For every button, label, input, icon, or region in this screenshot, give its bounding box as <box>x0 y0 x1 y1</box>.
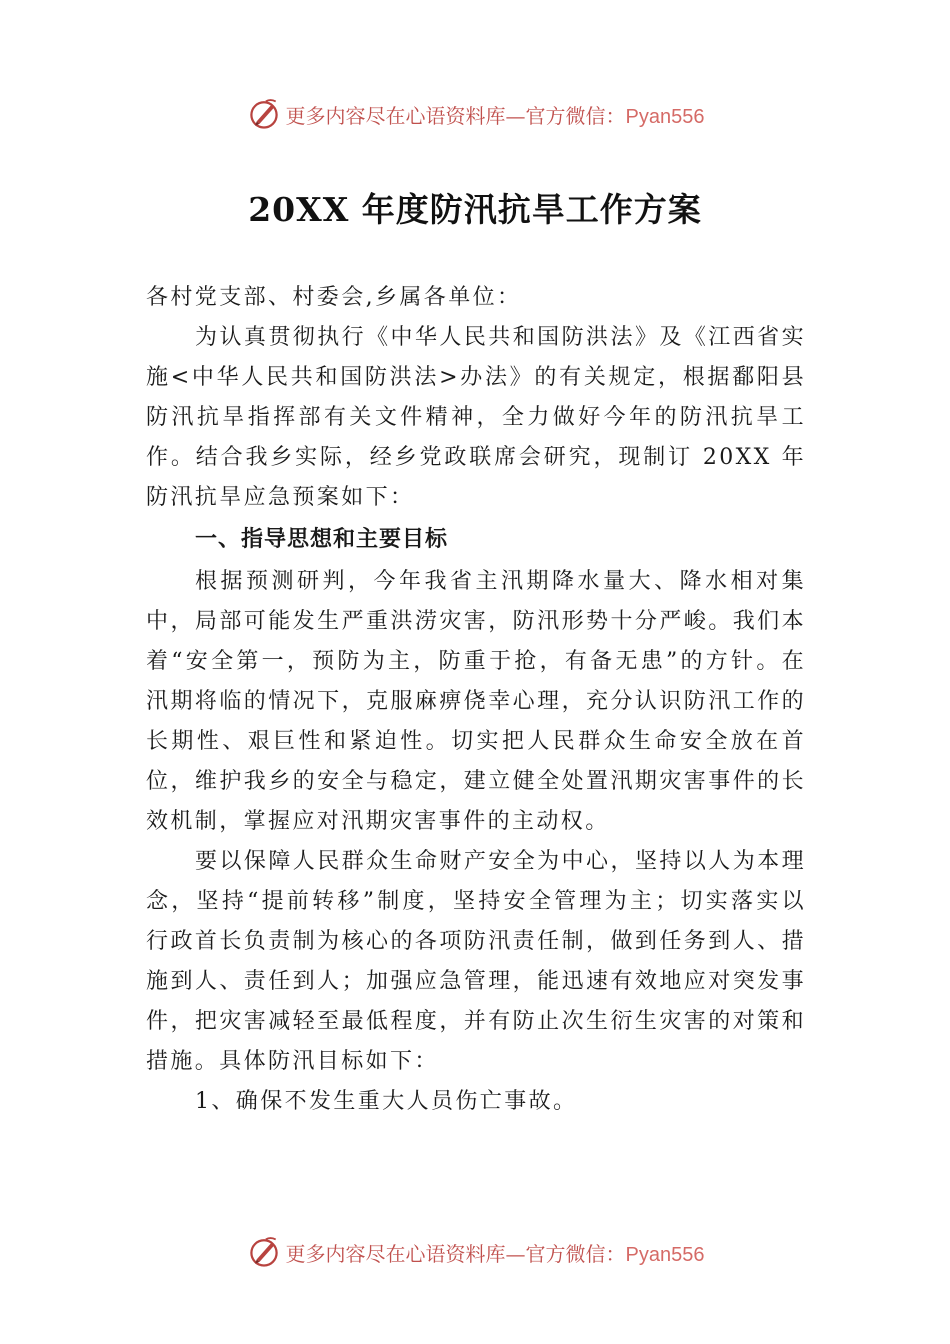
document-title: 20XX 年度防汛抗旱工作方案 <box>248 190 702 229</box>
banner-prefix: 更多内容尽在心语资料库 <box>285 1241 506 1266</box>
pen-logo-icon <box>246 96 282 132</box>
banner-dash: — <box>505 1241 526 1266</box>
banner-text <box>286 1238 705 1267</box>
section-heading-1: 一、指导思想和主要目标 <box>195 527 449 552</box>
banner-official: 官方微信： <box>525 103 626 128</box>
header-banner <box>0 94 950 134</box>
paragraph-intro: 为认真贯彻执行《中华人民共和国防洪法》及《江西省实施<中华人民共和国防洪法>办法》的有关规定，根据鄱阳县防汛抗旱指挥部有关文件精神，全力做好今年的防汛抗旱工作。结合我乡实际，经乡党政联席会研究，现制订 20XX 年防汛抗旱应急预案如下： <box>146 325 807 510</box>
document-body <box>146 278 806 1122</box>
banner-prefix: 更多内容尽在心语资料库 <box>285 103 506 128</box>
paragraph-principles: 要以保障人民群众生命财产安全为中心，坚持以人为本理念，坚持“提前转移”制度，坚持安全管理为主；切实落实以行政首长负责制为核心的各项防汛责任制，做到任务到人、措施到人、责任到人；加强应急管理，能迅速有效地应对突发事件，把灾害减轻至最低程度，并有防止次生衍生灾害的对策和措施。具体防汛目标如下： <box>146 849 806 1074</box>
list-item-1: 1、确保不发生重大人员伤亡事故。 <box>195 1089 578 1114</box>
banner-wechat-id: Pyan556 <box>625 105 705 128</box>
footer-banner <box>0 1232 950 1272</box>
salutation: 各村党支部、村委会,乡属各单位： <box>146 285 522 310</box>
banner-text <box>286 100 705 129</box>
banner-wechat-id: Pyan556 <box>625 1243 705 1266</box>
banner-official: 官方微信： <box>525 1241 626 1266</box>
pen-logo-icon <box>246 1234 282 1270</box>
banner-dash: — <box>505 103 526 128</box>
paragraph-forecast: 根据预测研判，今年我省主汛期降水量大、降水相对集中，局部可能发生严重洪涝灾害，防汛形势十分严峻。我们本着“安全第一，预防为主，防重于抢，有备无患”的方针。在汛期将临的情况下，克服麻痹侥幸心理，充分认识防汛工作的长期性、艰巨性和紧迫性。切实把人民群众生命安全放在首位，维护我乡的安全与稳定，建立健全处置汛期灾害事件的长效机制，掌握应对汛期灾害事件的主动权。 <box>146 569 806 834</box>
